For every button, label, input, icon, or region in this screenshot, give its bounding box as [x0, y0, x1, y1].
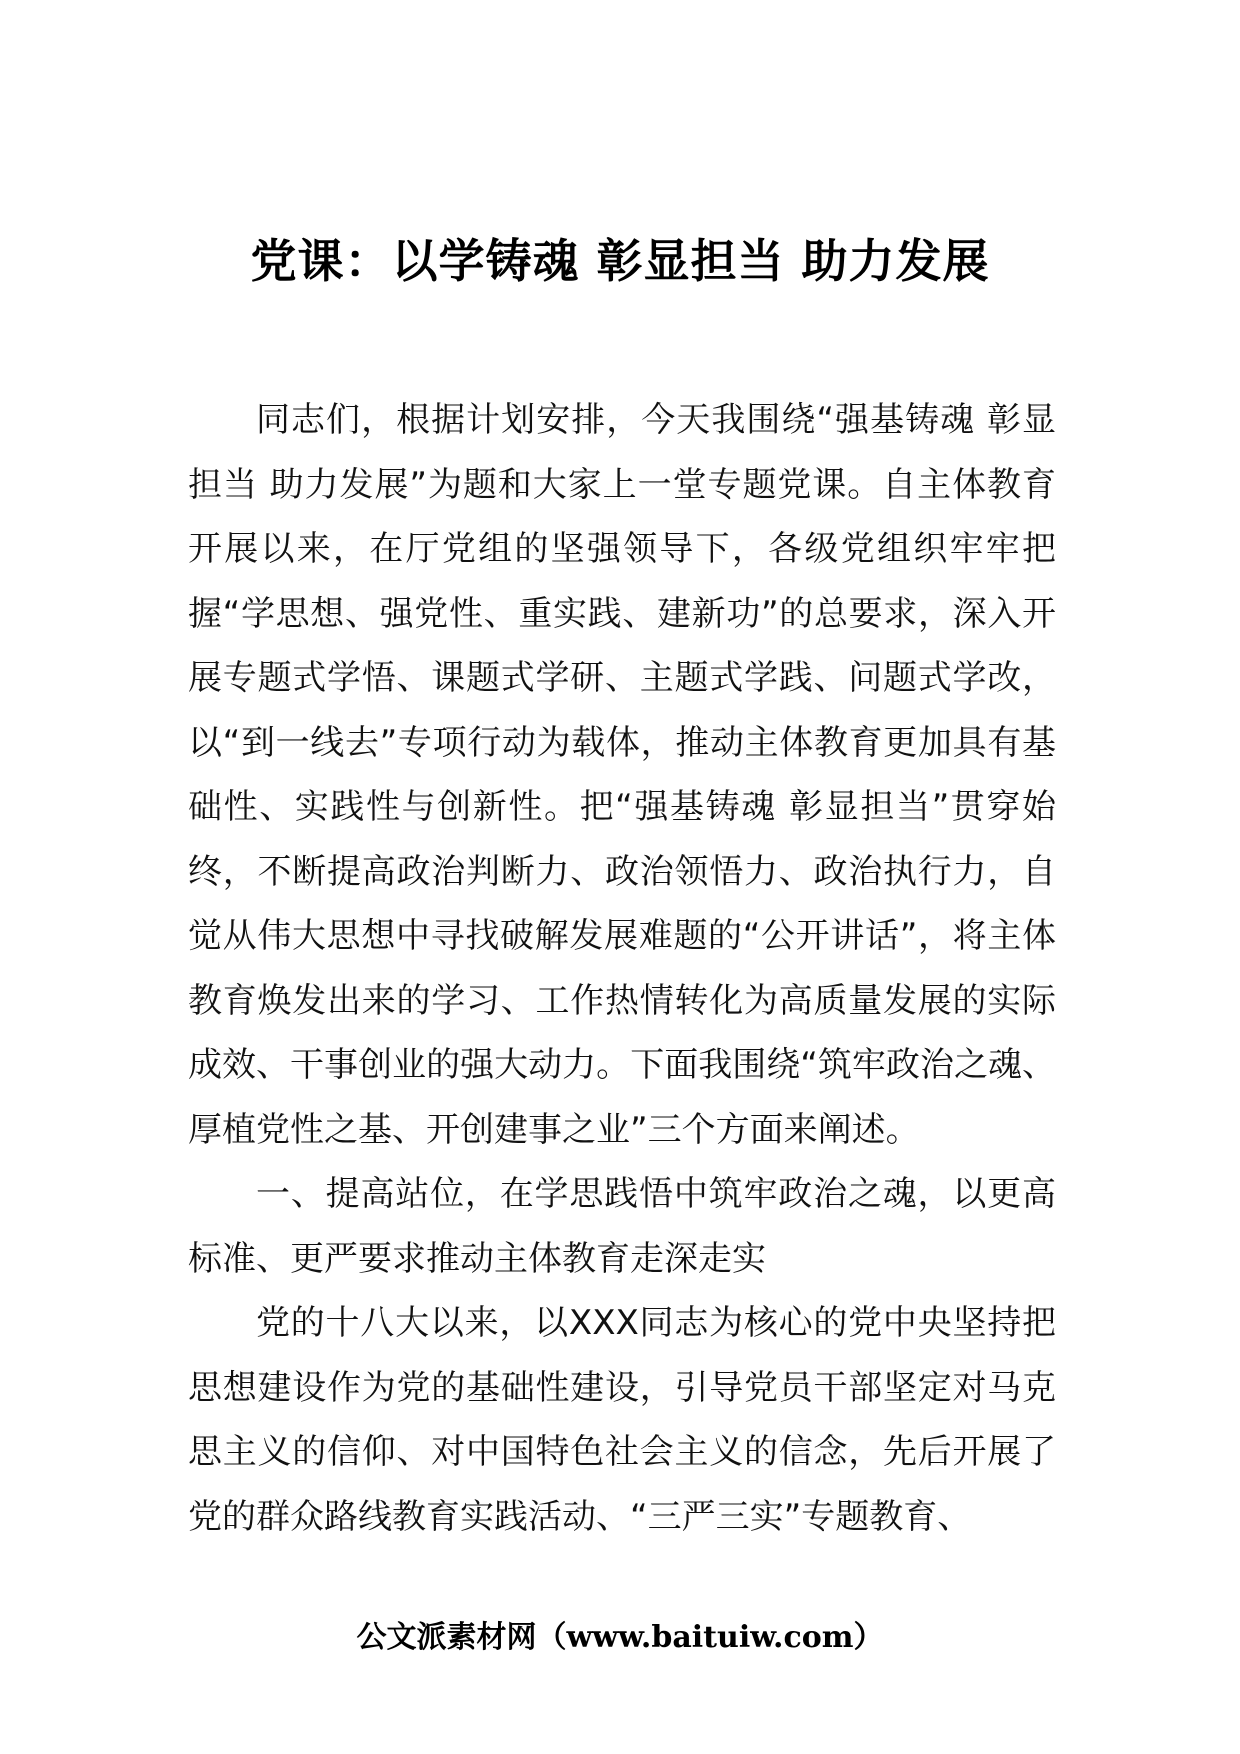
paragraph-section-1: 党的十八大以来，以XXX同志为核心的党中央坚持把思想建设作为党的基础性建设，引导党员干部坚定对马克思主义的信仰、对中国特色社会主义的信念，先后开展了党的群众路线教育实践活动、“三严三实”专题教育、 [188, 1303, 1056, 1537]
source-footer: 公文派素材网（www.baituiw.com） [356, 1620, 884, 1655]
document-body [188, 388, 1056, 1549]
document-title: 党课：以学铸魂 彰显担当 助力发展 [250, 233, 990, 288]
paragraph-intro: 同志们，根据计划安排，今天我围绕“强基铸魂 彰显担当 助力发展”为题和大家上一堂专题党课。自主体教育开展以来，在厅党组的坚强领导下，各级党组织牢牢把握“学思想、强党性、重实践、建新功”的总要求，深入开展专题式学悟、课题式学研、主题式学践、问题式学改，以“到一线去”专项行动为载体，推动主体教育更加具有基础性、实践性与创新性。把“强基铸魂 彰显担当”贯穿始终，不断提高政治判断力、政治领悟力、政治执行力，自觉从伟大思想中寻找破解发展难题的“公开讲话”，将主体教育焕发出来的学习、工作热情转化为高质量发展的实际成效、干事创业的强大动力。下面我围绕“筑牢政治之魂、厚植党性之基、开创建事之业”三个方面来阐述。 [188, 400, 1056, 1150]
section-heading-1: 一、提高站位，在学思践悟中筑牢政治之魂，以更高标准、更严要求推动主体教育走深走实 [188, 1174, 1056, 1279]
